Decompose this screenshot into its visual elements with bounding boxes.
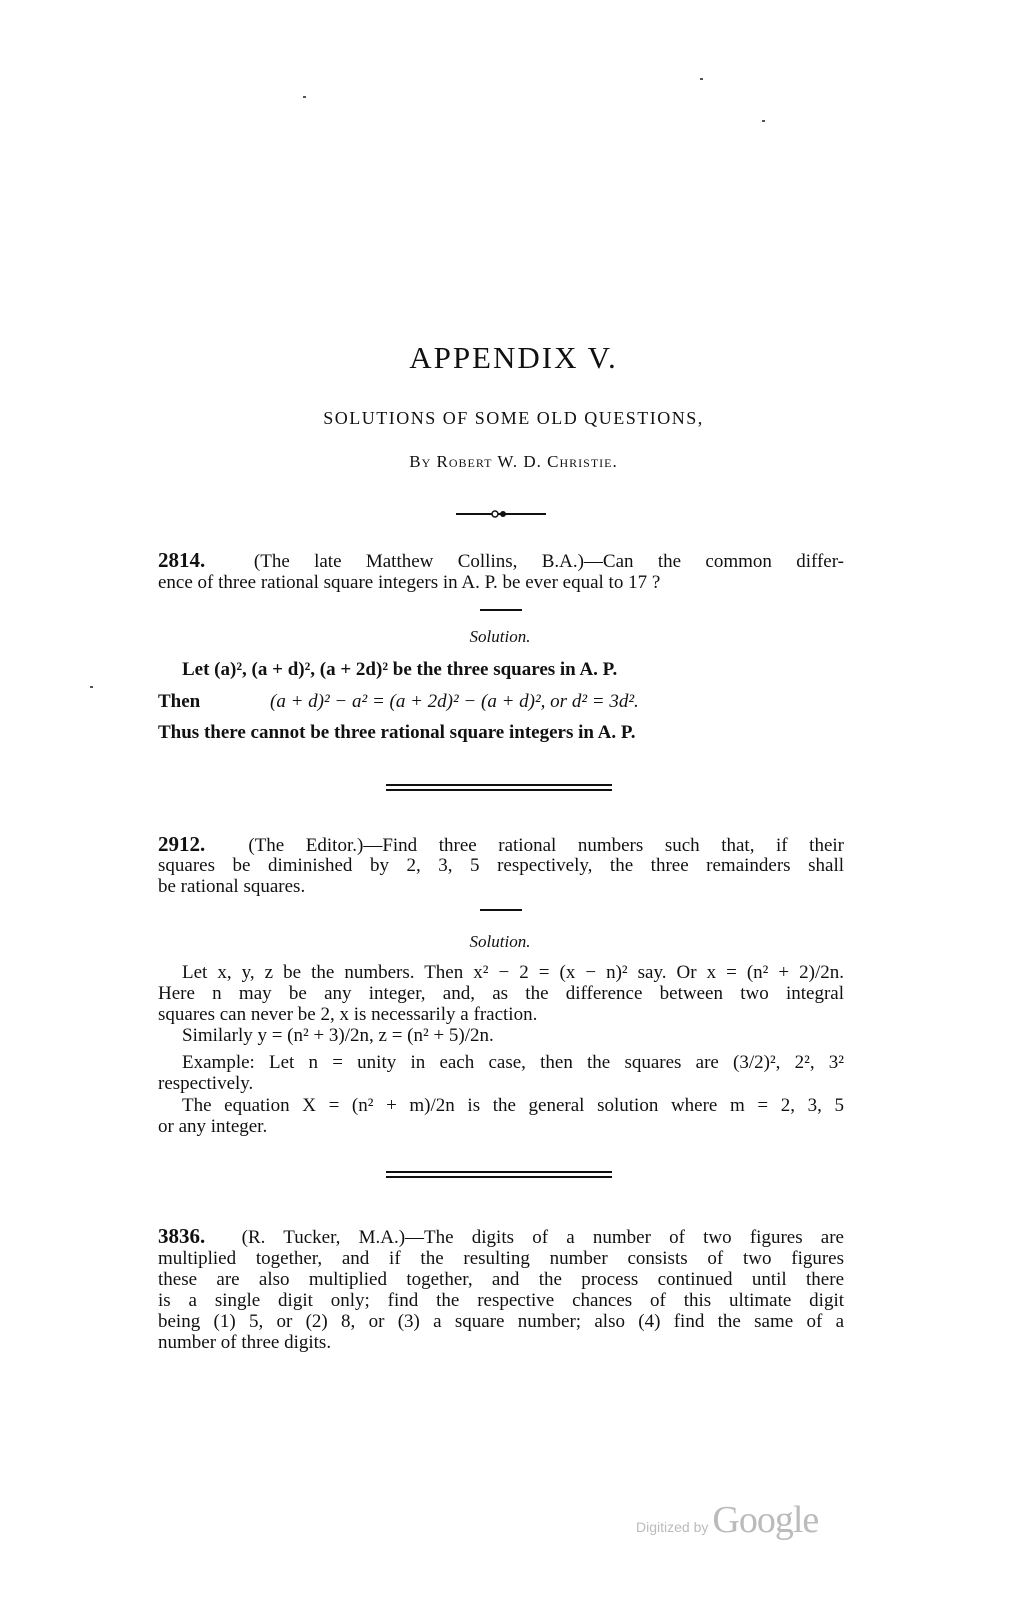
scan-speck <box>90 686 93 688</box>
watermark-prefix: Digitized by <box>636 1519 709 1535</box>
appendix-title: APPENDIX V. <box>409 340 618 375</box>
scan-speck <box>762 120 765 122</box>
question-3836-line: these are also multiplied together, and the process continued until there <box>158 1269 844 1290</box>
solution-equation: (a + d)² − a² = (a + 2d)² − (a + d)², or d² = 3d². <box>270 691 639 712</box>
solution-line: Here n may be any integer, and, as the difference between two integral <box>158 983 844 1004</box>
appendix-subtitle: SOLUTIONS OF SOME OLD QUESTIONS, <box>323 408 704 428</box>
question-2814-line <box>158 550 844 572</box>
double-rule-divider <box>386 1171 612 1178</box>
solution-line: Let x, y, z be the numbers. Then x² − 2 = (x − n)² say. Or x = (n² + 2)/2n. <box>182 962 844 983</box>
question-number: 3836. <box>158 1224 206 1248</box>
solution-line: Similarly y = (n² + 3)/2n, z = (n² + 5)/2n. <box>182 1025 494 1046</box>
solution-line: Let (a)², (a + d)², (a + 2d)² be the three squares in A. P. <box>182 659 618 680</box>
question-3836-line: number of three digits. <box>158 1332 332 1353</box>
ornament-divider <box>456 506 546 527</box>
question-text: (The late Matthew Collins, B.A.)—Can the common differ- <box>253 551 845 572</box>
question-text: (The Editor.)—Find three rational numbers such that, if their <box>248 835 844 856</box>
question-number: 2912. <box>158 832 206 856</box>
solution-line: or any integer. <box>158 1116 268 1137</box>
question-text: (R. Tucker, M.A.)—The digits of a number of two figures are <box>241 1227 844 1248</box>
short-rule <box>480 609 522 611</box>
solution-line: Then <box>158 691 201 712</box>
google-watermark <box>636 1498 818 1542</box>
question-3836-line <box>158 1226 844 1248</box>
question-3836-line: being (1) 5, or (2) 8, or (3) a square number; also (4) find the same of a <box>158 1311 844 1332</box>
solution-heading: Solution. <box>469 932 531 951</box>
author-byline: By Robert W. D. Christie. <box>409 452 618 471</box>
question-3836-line: multiplied together, and if the resulting number consists of two figures <box>158 1248 844 1269</box>
question-3836-line: is a single digit only; find the respective chances of this ultimate digit <box>158 1290 844 1311</box>
solution-line: respectively. <box>158 1073 254 1094</box>
scan-speck <box>700 78 703 80</box>
double-rule-divider <box>386 784 612 791</box>
scan-speck <box>303 96 306 98</box>
question-2814-line: ence of three rational square integers in A. P. be ever equal to 17 ? <box>158 572 661 593</box>
question-2912-line: be rational squares. <box>158 876 306 897</box>
solution-line: Example: Let n = unity in each case, then the squares are (3/2)², 2², 3² <box>182 1052 844 1073</box>
short-rule <box>480 909 522 911</box>
solution-line: squares can never be 2, x is necessarily a fraction. <box>158 1004 538 1025</box>
solution-line: The equation X = (n² + m)/2n is the general solution where m = 2, 3, 5 <box>182 1095 844 1116</box>
question-2912-line: squares be diminished by 2, 3, 5 respectively, the three remainders shall <box>158 855 844 876</box>
solution-heading: Solution. <box>469 627 531 646</box>
question-number: 2814. <box>158 548 206 572</box>
question-2912-line <box>158 834 844 856</box>
google-logo: Google <box>712 1499 819 1541</box>
solution-line: Thus there cannot be three rational square integers in A. P. <box>158 722 636 743</box>
